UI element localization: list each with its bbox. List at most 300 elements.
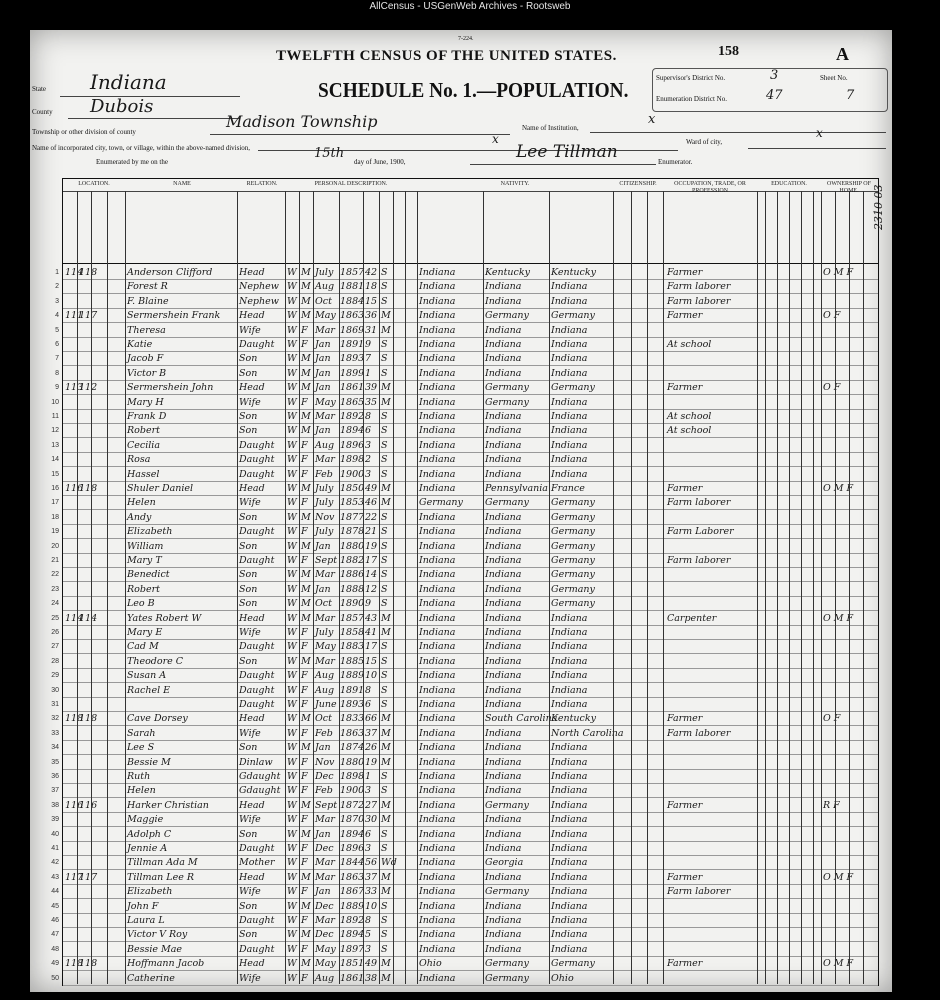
father-birthplace: Indiana — [485, 324, 522, 336]
row-number: 16 — [51, 485, 59, 492]
color: W — [287, 785, 297, 797]
home-ownership — [823, 683, 878, 698]
family-number — [79, 467, 99, 482]
person-name: Helen — [127, 785, 156, 797]
family-number — [79, 899, 99, 914]
sex: F — [301, 641, 308, 653]
marital-status: S — [381, 425, 388, 437]
home-ownership — [823, 582, 878, 597]
color: W — [287, 727, 297, 739]
relation: Son — [239, 742, 258, 754]
age: 49 — [365, 958, 378, 970]
occupation — [667, 855, 757, 870]
grid-column-line — [549, 191, 550, 984]
sex: M — [301, 540, 311, 552]
birth-year: 1899 — [340, 367, 365, 379]
county-label: County — [32, 108, 53, 116]
birthplace: Indiana — [419, 468, 456, 480]
color: W — [287, 526, 297, 538]
father-birthplace: Indiana — [485, 468, 522, 480]
census-row — [55, 366, 878, 381]
color: W — [287, 871, 297, 883]
family-number: 114 — [79, 612, 98, 624]
grid-column-line — [483, 191, 484, 984]
mother-birthplace: Indiana — [551, 439, 588, 451]
father-birthplace: South Carolina — [485, 713, 558, 725]
relation: Gdaught — [239, 771, 281, 782]
marital-status: S — [381, 511, 388, 523]
birth-month: Mar — [315, 857, 335, 869]
family-number — [79, 553, 99, 568]
occupation — [667, 942, 757, 957]
person-name: Victor B — [127, 367, 167, 379]
home-ownership — [823, 337, 878, 352]
relation: Son — [239, 540, 258, 552]
relation: Daught — [239, 843, 275, 854]
sex: M — [301, 425, 311, 437]
birth-month: Dec — [315, 771, 334, 782]
census-row — [51, 711, 878, 726]
person-name: Rachel E — [127, 684, 171, 696]
birthplace: Indiana — [419, 785, 456, 797]
ownership-header: OWNERSHIP OF HOME. — [827, 181, 871, 194]
ward-value: x — [816, 126, 823, 140]
birthplace: Indiana — [419, 756, 456, 768]
row-number: 7 — [55, 355, 59, 363]
relation: Daught — [239, 468, 275, 480]
person-name: Cad M — [127, 641, 159, 653]
row-number: 35 — [51, 758, 59, 766]
relation: Daught — [239, 339, 275, 350]
father-birthplace: Germany — [485, 972, 529, 984]
occupation — [667, 755, 757, 770]
census-row — [55, 337, 878, 352]
sex: F — [301, 526, 308, 538]
birth-year: 1863 — [340, 871, 365, 883]
age: 18 — [365, 281, 378, 293]
birth-year: 1883 — [340, 641, 365, 653]
person-name: Adolph C — [127, 828, 172, 840]
person-name: Jacob F — [127, 353, 164, 365]
birth-year: 1844 — [340, 857, 365, 869]
row-number: 21 — [51, 557, 59, 564]
color: W — [287, 295, 297, 307]
mother-birthplace: Indiana — [551, 929, 588, 941]
father-birthplace: Indiana — [485, 727, 522, 739]
family-number: 117 — [79, 310, 98, 322]
birthplace: Indiana — [419, 367, 456, 379]
sex: F — [301, 814, 308, 826]
enumeration-label: Enumeration District No. — [656, 95, 727, 103]
mother-birthplace: Germany — [551, 958, 595, 970]
row-number: 6 — [55, 341, 59, 348]
home-ownership — [823, 971, 878, 986]
sex: F — [301, 886, 308, 898]
sex: M — [301, 367, 311, 379]
schedule-title: SCHEDULE No. 1.—POPULATION. — [318, 78, 629, 102]
occupation — [667, 582, 757, 597]
location-header: LOCATION. — [78, 181, 110, 187]
age: 33 — [365, 886, 378, 898]
birthplace: Indiana — [419, 540, 456, 552]
person-name: Susan A — [127, 670, 167, 682]
row-number: 8 — [55, 369, 59, 377]
city-label: Name of incorporated city, town, or village, within the above-named division, — [32, 144, 251, 152]
sex: F — [301, 324, 308, 336]
family-number — [79, 452, 99, 467]
color: W — [287, 843, 297, 854]
name-header: NAME — [173, 181, 191, 187]
dwelling-number: 118 — [65, 713, 84, 725]
occupation — [667, 596, 757, 611]
sex: M — [301, 598, 311, 610]
color: W — [287, 497, 297, 509]
person-name: John F — [127, 900, 159, 912]
person-name: Andy — [127, 511, 152, 523]
relation-header: RELATION. — [246, 181, 278, 187]
census-row — [51, 596, 878, 611]
relation: Wife — [239, 814, 261, 826]
row-number: 20 — [51, 542, 59, 550]
home-ownership — [823, 553, 878, 568]
relation: Son — [239, 511, 258, 523]
father-birthplace: Indiana — [485, 425, 522, 437]
person-name: Forest R — [127, 281, 168, 293]
home-ownership — [823, 524, 878, 539]
mother-birthplace: Germany — [551, 540, 595, 552]
occupation — [667, 323, 757, 338]
marital-status: M — [381, 727, 391, 739]
birth-month: Mar — [315, 655, 335, 667]
birth-year: 1874 — [340, 742, 365, 754]
mother-birthplace: Germany — [551, 382, 595, 394]
birth-year: 1867 — [340, 886, 365, 898]
row-number: 17 — [51, 499, 59, 507]
census-row — [51, 884, 878, 899]
birth-year: 1896 — [340, 439, 365, 451]
grid-column-line — [285, 191, 286, 984]
marital-status: S — [381, 598, 388, 610]
relation: Son — [239, 598, 258, 610]
birthplace: Indiana — [419, 526, 456, 538]
birth-month: Jan — [315, 742, 331, 754]
birth-year: 1886 — [340, 569, 365, 581]
marital-status: M — [381, 382, 391, 394]
color: W — [287, 454, 297, 466]
age: 31 — [365, 324, 378, 336]
sex: M — [301, 583, 311, 595]
color: W — [287, 713, 297, 725]
dwelling-number: 113 — [65, 382, 84, 394]
father-birthplace: Georgia — [485, 857, 524, 869]
mother-birthplace: Indiana — [551, 295, 588, 307]
relation: Head — [239, 483, 265, 494]
age: 66 — [365, 713, 378, 725]
census-row — [55, 380, 878, 395]
occupation — [667, 467, 757, 482]
relation: Daught — [239, 454, 275, 466]
sex: M — [301, 569, 311, 581]
father-birthplace: Germany — [485, 799, 529, 811]
relation: Son — [239, 353, 258, 365]
age: 3 — [365, 785, 372, 797]
relation: Wife — [239, 324, 261, 336]
birth-year: 1891 — [340, 339, 365, 350]
home-ownership — [823, 740, 878, 755]
birthplace: Indiana — [419, 641, 456, 653]
grid-column-line — [835, 191, 836, 984]
occupation — [667, 668, 757, 683]
marital-status: S — [381, 641, 388, 653]
relation: Daught — [239, 915, 275, 926]
birthplace: Indiana — [419, 742, 456, 754]
home-ownership — [823, 423, 878, 438]
birth-year: 1861 — [340, 382, 365, 394]
father-birthplace: Kentucky — [485, 267, 530, 278]
mother-birthplace: Germany — [551, 583, 595, 595]
sex: M — [301, 871, 311, 883]
birthplace: Indiana — [419, 324, 456, 336]
father-birthplace: Indiana — [485, 353, 522, 365]
birth-month: Mar — [315, 324, 335, 336]
person-name: Jennie A — [127, 843, 168, 854]
family-number — [79, 323, 99, 338]
person-name: Sermershein John — [127, 382, 214, 394]
home-ownership — [823, 438, 878, 453]
margin-note: 2310 03 — [872, 184, 885, 230]
dwelling-number: 116 — [65, 483, 84, 494]
row-number: 48 — [51, 945, 59, 953]
sex: M — [301, 511, 311, 523]
family-number — [79, 596, 99, 611]
row-number: 43 — [51, 873, 59, 881]
birthplace: Indiana — [419, 972, 456, 984]
mother-birthplace: Indiana — [551, 756, 588, 768]
family-number — [79, 755, 99, 770]
census-row — [55, 279, 878, 294]
occupation — [667, 769, 757, 784]
mother-birthplace: Indiana — [551, 367, 588, 379]
birth-year: 1898 — [340, 454, 365, 466]
census-row — [51, 582, 878, 597]
color: W — [287, 627, 297, 638]
color: W — [287, 857, 297, 869]
color: W — [287, 958, 297, 970]
age: 6 — [365, 699, 372, 710]
color: W — [287, 742, 297, 754]
sex: M — [301, 655, 311, 667]
family-number — [79, 423, 99, 438]
census-row — [51, 697, 878, 712]
relation: Daught — [239, 641, 275, 653]
marital-status: M — [381, 972, 391, 984]
age: 30 — [365, 814, 378, 826]
family-number: 117 — [79, 871, 98, 883]
relation: Son — [239, 900, 258, 912]
father-birthplace: Indiana — [485, 641, 522, 653]
grid-column-line — [91, 191, 92, 984]
color: W — [287, 411, 297, 422]
row-number: 5 — [55, 326, 59, 334]
relation: Daught — [239, 439, 275, 451]
marital-status: S — [381, 771, 388, 782]
occupation — [667, 827, 757, 842]
father-birthplace: Indiana — [485, 526, 522, 538]
row-number: 41 — [51, 845, 59, 852]
birth-month: Mar — [315, 915, 335, 926]
row-number: 31 — [51, 701, 59, 708]
family-number — [79, 827, 99, 842]
person-name: Cecilia — [127, 439, 160, 451]
age: 19 — [365, 756, 378, 768]
father-birthplace: Indiana — [485, 684, 522, 696]
marital-status: S — [381, 468, 388, 480]
relation: Daught — [239, 555, 275, 566]
census-row — [51, 423, 878, 438]
home-ownership — [823, 625, 878, 640]
row-number: 24 — [51, 600, 59, 608]
relation: Gdaught — [239, 785, 281, 797]
grid-column-line — [863, 191, 864, 984]
marital-status: S — [381, 915, 388, 926]
birth-month: Feb — [315, 468, 333, 480]
marital-status: S — [381, 526, 388, 538]
grid-column-line — [417, 191, 418, 984]
birthplace: Indiana — [419, 439, 456, 451]
sex: M — [301, 900, 311, 912]
family-number — [79, 884, 99, 899]
person-name: Hassel — [127, 468, 160, 480]
mother-birthplace: Germany — [551, 497, 595, 509]
home-ownership — [823, 395, 878, 410]
birth-month: May — [315, 396, 336, 408]
relation: Nephew — [239, 295, 279, 307]
birth-month: Dec — [315, 843, 334, 854]
birth-month: Mar — [315, 569, 335, 581]
birth-month: Jan — [315, 339, 331, 350]
relation: Head — [239, 382, 265, 394]
mother-birthplace: Indiana — [551, 843, 588, 854]
census-row — [51, 553, 878, 568]
age: 49 — [365, 483, 378, 494]
father-birthplace: Indiana — [485, 511, 522, 523]
person-name: Tillman Lee R — [127, 871, 194, 883]
enumerator-label: Enumerator. — [658, 158, 693, 166]
mother-birthplace: North Carolina — [551, 727, 624, 739]
enumerated-label: Enumerated by me on the — [96, 158, 168, 166]
father-birthplace: Indiana — [485, 929, 522, 941]
marital-status: Wd — [381, 857, 397, 869]
age: 12 — [365, 583, 378, 595]
occupation: Farmer — [667, 267, 703, 278]
census-row — [51, 942, 878, 957]
birthplace: Indiana — [419, 425, 456, 437]
age: 8 — [365, 411, 372, 422]
age: 41 — [365, 627, 378, 638]
birthplace: Indiana — [419, 828, 456, 840]
mother-birthplace: Indiana — [551, 900, 588, 912]
birth-month: Mar — [315, 814, 335, 826]
birthplace: Indiana — [419, 943, 456, 955]
birthplace: Indiana — [419, 684, 456, 696]
birthplace: Indiana — [419, 814, 456, 826]
birthplace: Indiana — [419, 799, 456, 811]
occupation: Farm laborer — [667, 555, 731, 566]
census-row — [51, 827, 878, 842]
person-name: Leo B — [127, 598, 155, 610]
birth-year: 1850 — [340, 483, 365, 494]
marital-status: S — [381, 699, 388, 710]
birth-month: Oct — [315, 598, 332, 610]
family-number — [79, 726, 99, 741]
row-number: 32 — [51, 715, 59, 723]
sex: M — [301, 281, 311, 293]
birth-year: 1878 — [340, 526, 365, 538]
row-number: 37 — [51, 787, 59, 795]
birth-year: 1894 — [340, 425, 365, 437]
grid-column-line — [339, 191, 340, 984]
marital-status: S — [381, 655, 388, 667]
occupation — [667, 783, 757, 798]
sex: M — [301, 483, 311, 494]
census-row — [51, 683, 878, 698]
sex: M — [301, 929, 311, 941]
marital-status: S — [381, 583, 388, 595]
relation: Head — [239, 799, 265, 811]
home-ownership — [823, 654, 878, 669]
home-ownership — [823, 827, 878, 842]
dwelling-number: 114 — [65, 612, 84, 624]
father-birthplace: Indiana — [485, 612, 522, 624]
color: W — [287, 670, 297, 682]
grid-column-line — [663, 191, 664, 984]
mother-birthplace: Germany — [551, 526, 595, 538]
birth-month: Oct — [315, 295, 332, 307]
family-number — [79, 366, 99, 381]
father-birthplace: Indiana — [485, 785, 522, 797]
age: 14 — [365, 569, 378, 581]
mother-birthplace: Germany — [551, 511, 595, 523]
mother-birthplace: Indiana — [551, 699, 588, 710]
marital-status: S — [381, 555, 388, 566]
sex: F — [301, 915, 308, 926]
person-name: Frank D — [127, 411, 167, 422]
color: W — [287, 281, 297, 293]
census-row — [51, 726, 878, 741]
grid-column-line — [313, 191, 314, 984]
census-row — [55, 265, 878, 280]
sheet-label: Sheet No. — [820, 74, 848, 82]
grid-column-line — [77, 191, 78, 984]
mother-birthplace: Indiana — [551, 339, 588, 350]
census-row — [55, 323, 878, 338]
age: 19 — [365, 540, 378, 552]
sex: F — [301, 857, 308, 869]
mother-birthplace: Indiana — [551, 454, 588, 466]
color: W — [287, 828, 297, 840]
birth-month: Aug — [315, 972, 335, 984]
birth-month: Nov — [315, 756, 335, 768]
family-number — [79, 539, 99, 554]
family-number: 118 — [79, 713, 98, 725]
sex: F — [301, 468, 308, 480]
sex: M — [301, 267, 311, 278]
state-label: State — [32, 85, 46, 93]
relation: Daught — [239, 684, 275, 696]
relation: Nephew — [239, 281, 279, 293]
home-ownership: R F — [823, 799, 840, 811]
home-ownership — [823, 510, 878, 525]
